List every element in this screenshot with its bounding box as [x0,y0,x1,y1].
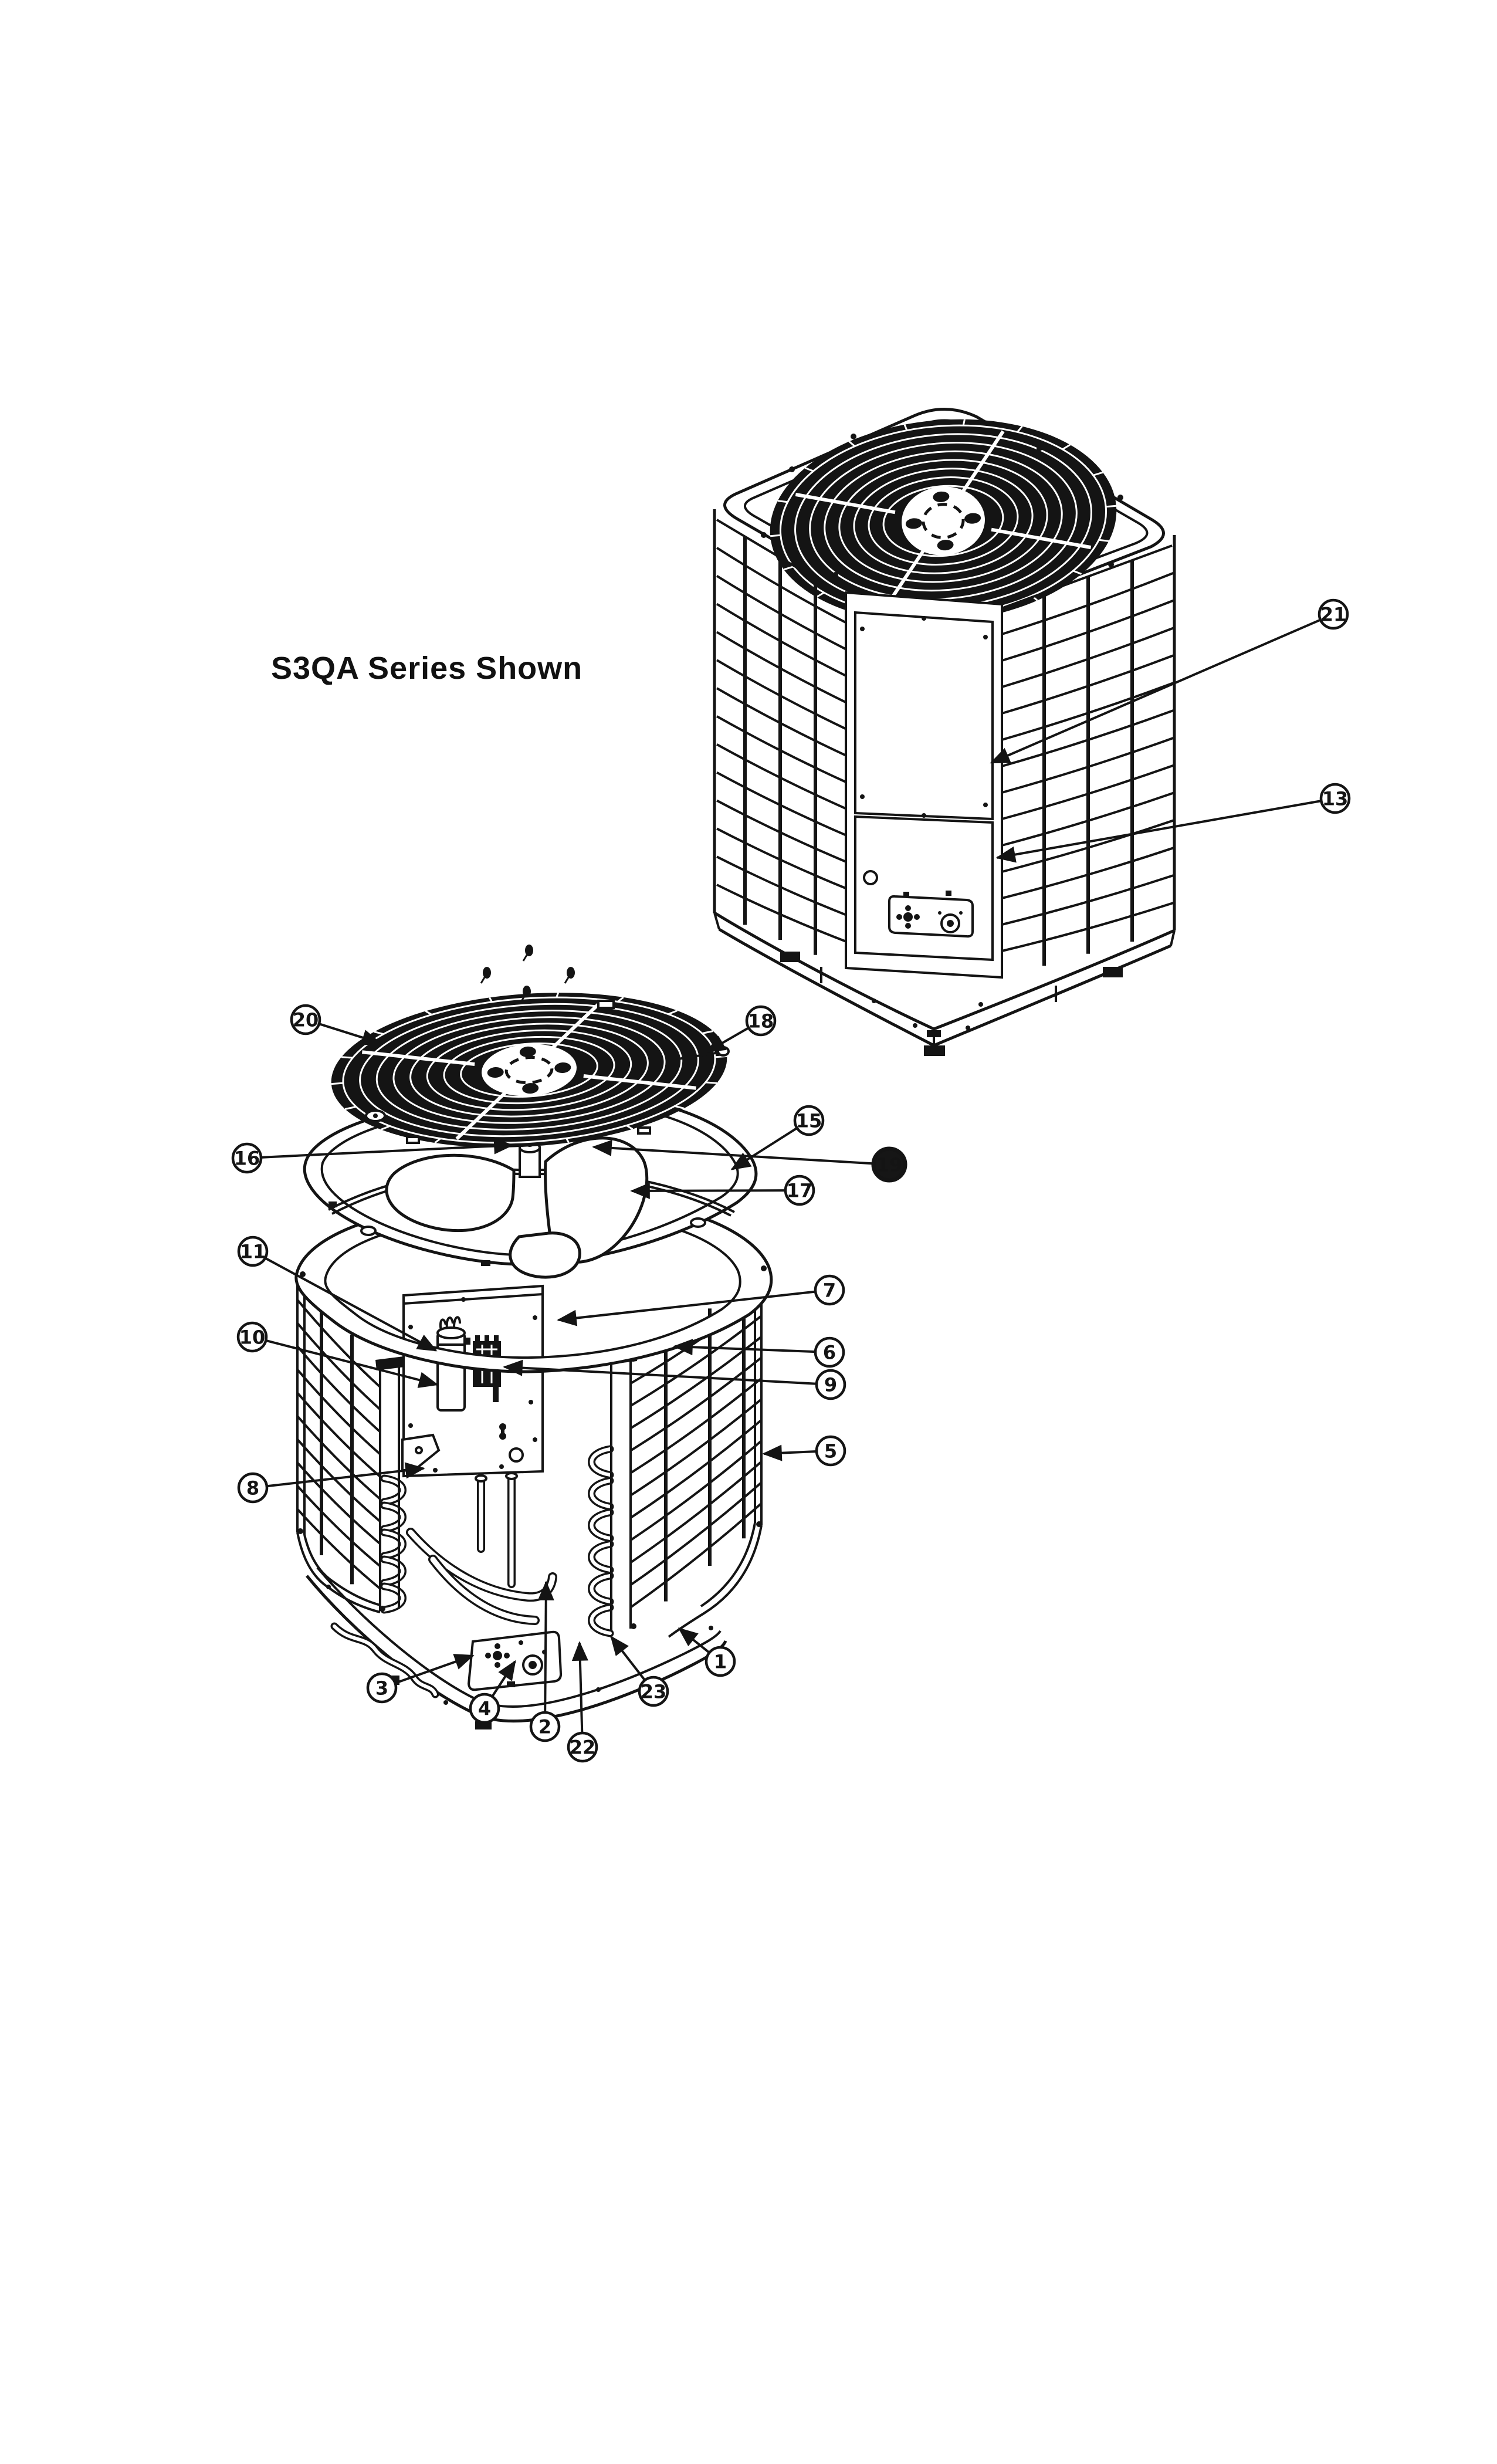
callout-leader [632,1190,785,1191]
callout-number: 17 [786,1179,813,1202]
callout-number: 22 [569,1736,596,1759]
callout-number: 11 [239,1240,266,1263]
screw-icon [565,967,575,983]
panel-round-hole [510,1448,523,1461]
callout-number: 10 [239,1326,266,1349]
base-valve-plate [469,1632,561,1690]
exploded-unit-view [296,945,771,1729]
callout-number: 20 [292,1008,319,1031]
callout-number: 18 [747,1010,774,1033]
callout-number: 15 [795,1109,822,1132]
series-label: S3QA Series Shown [271,651,583,686]
callout-number: 5 [824,1440,838,1463]
callout-number: 4 [477,1697,492,1720]
screw-icon [481,967,491,983]
callout-number: 21 [1320,603,1347,626]
callout-23 [611,1637,668,1705]
coil-hairpin-loops-right [592,1449,611,1633]
callout-number: 23 [640,1680,667,1703]
callout-number: 1 [713,1650,727,1673]
callout-number: 16 [233,1147,260,1170]
callout-leader [764,1451,817,1454]
coil-grille-right [1002,560,1173,966]
callout-number: 13 [1322,787,1349,810]
callout-leader [504,1367,817,1384]
callout-number: 3 [375,1677,389,1700]
callout-5 [764,1437,845,1465]
callout-number: 7 [822,1279,836,1302]
refrigerant-tubing [411,1473,553,1620]
corner-post-right [607,1349,637,1631]
callout-7 [558,1276,844,1320]
callout-22 [568,1643,597,1761]
callout-leader [319,1024,380,1043]
screw-icon [523,945,533,961]
callout-leader [558,1292,815,1320]
callout-leader [991,620,1320,763]
callout-number: 19 [876,1153,903,1176]
callout-number: 6 [822,1341,836,1364]
callout-18 [707,1007,775,1052]
callout-leader [545,1582,546,1712]
assembled-unit-view [714,405,1174,1056]
callout-number: 2 [538,1715,552,1738]
callout-leader [611,1637,645,1680]
callout-leader [580,1643,582,1733]
grille-screw [718,1047,729,1055]
callout-3 [368,1656,473,1702]
cabinet-interior [384,1286,610,1633]
callout-number: 9 [824,1373,838,1396]
callout-number: 8 [246,1477,260,1500]
